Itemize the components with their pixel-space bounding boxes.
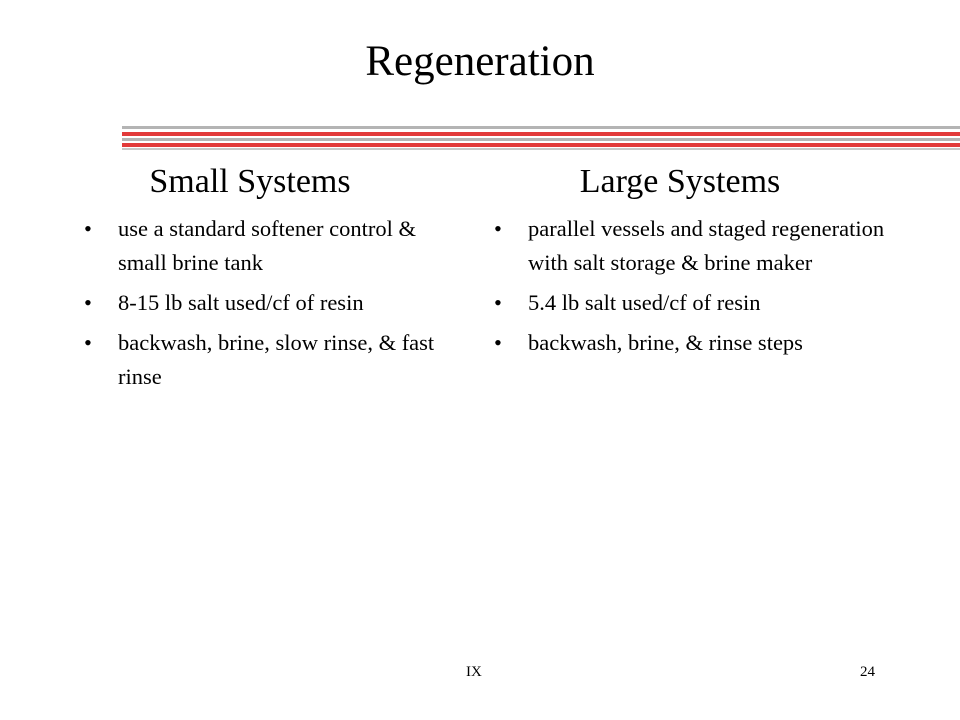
list-item-text: backwash, brine, slow rinse, & fast rinse: [118, 330, 435, 389]
divider-line-red: [122, 143, 960, 147]
title-divider: [122, 126, 960, 150]
list-item-text: 8-15 lb salt used/cf of resin: [118, 290, 364, 315]
divider-line-gray: [122, 138, 960, 141]
divider-line-red: [122, 132, 960, 136]
small-systems-heading: Small Systems: [149, 163, 351, 200]
bullet-icon: •: [494, 216, 502, 241]
list-item: [490, 286, 890, 320]
bullet-icon: •: [84, 216, 92, 241]
list-item-text: backwash, brine, & rinse steps: [528, 330, 803, 355]
list-item: [490, 326, 890, 360]
bullet-icon: •: [84, 330, 92, 355]
list-item: [80, 212, 460, 280]
footer-page-number: 24: [860, 664, 875, 680]
list-item: [80, 326, 460, 394]
list-item: [490, 212, 890, 280]
list-item-text: 5.4 lb salt used/cf of resin: [528, 290, 761, 315]
bullet-icon: •: [84, 290, 92, 315]
slide-title: Regeneration: [365, 38, 595, 85]
divider-line-gray: [122, 126, 960, 129]
large-systems-list: [490, 212, 890, 360]
large-systems-heading: Large Systems: [579, 163, 781, 200]
list-item: [80, 286, 460, 320]
list-item-text: parallel vessels and staged regeneration with salt storage & brine maker: [528, 216, 885, 275]
footer-section-label: IX: [466, 664, 482, 680]
small-systems-column: [80, 160, 460, 400]
small-systems-list: [80, 212, 460, 394]
bullet-icon: •: [494, 290, 502, 315]
large-systems-column: [490, 160, 890, 366]
list-item-text: use a standard softener control & small brine tank: [118, 216, 417, 275]
divider-line-gray: [122, 148, 960, 150]
bullet-icon: •: [494, 330, 502, 355]
